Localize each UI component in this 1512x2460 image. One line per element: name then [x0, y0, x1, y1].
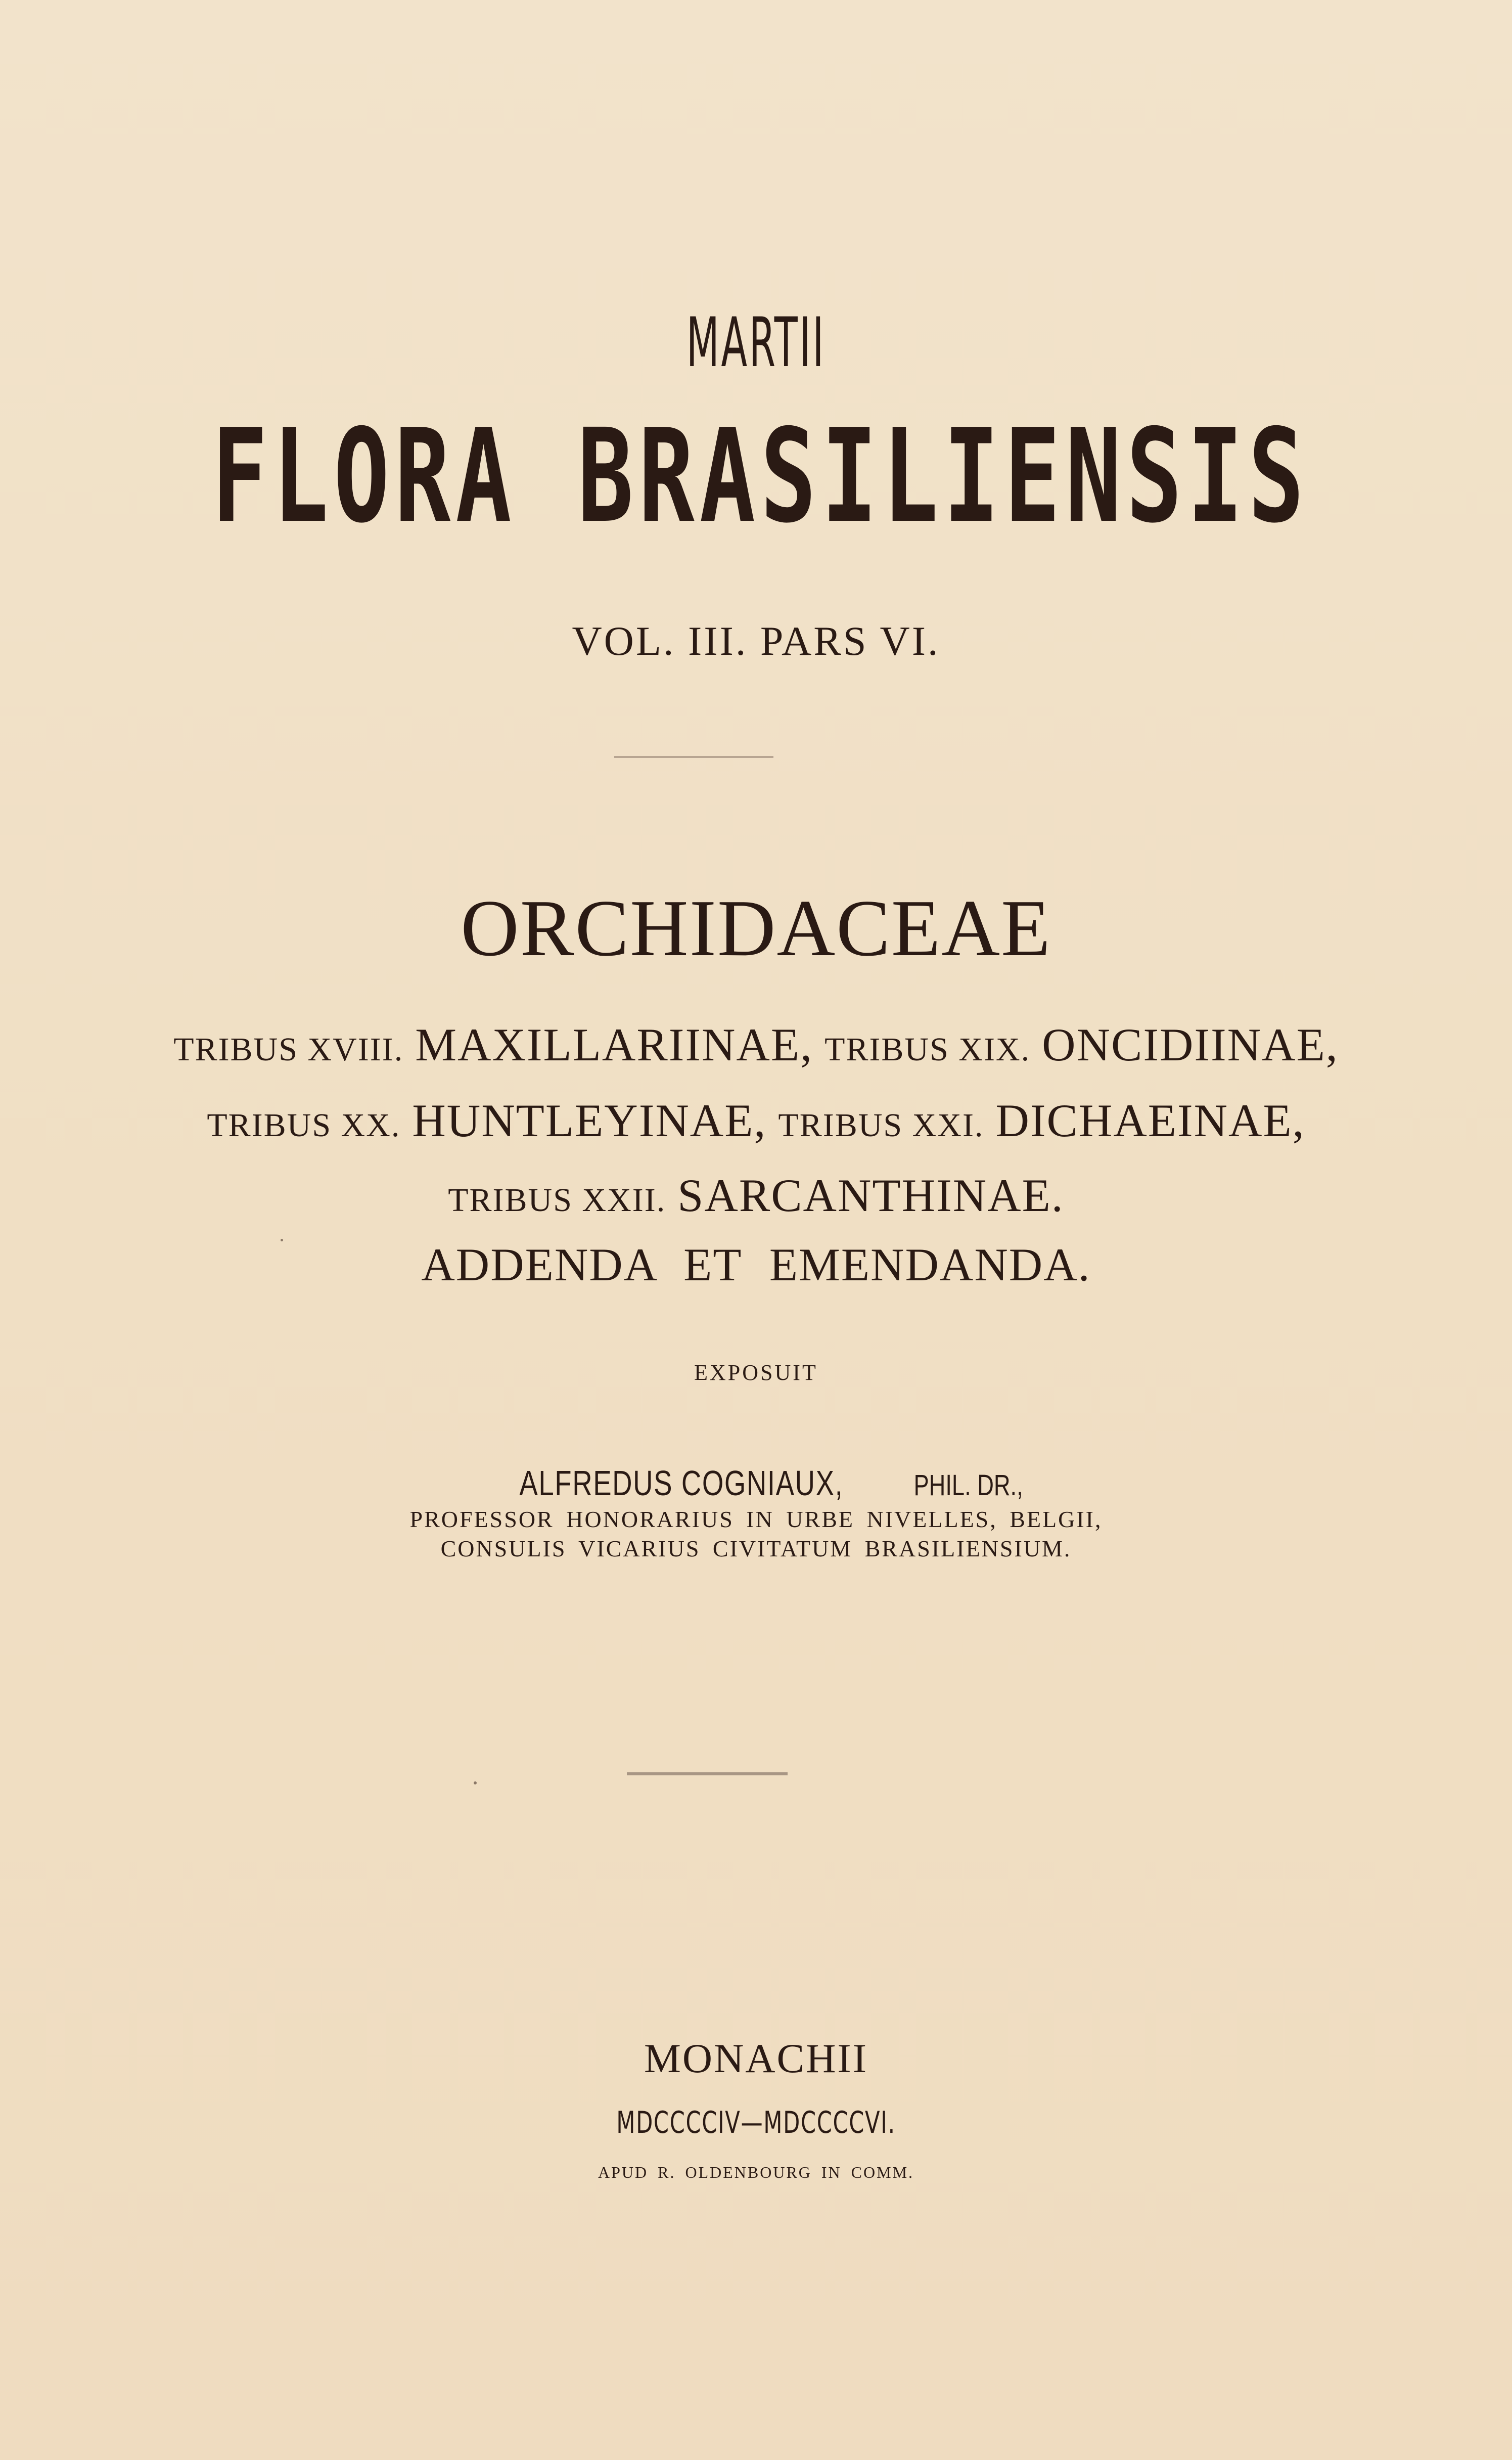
author-line-2: PROFESSOR HONORARIUS IN URBE NIVELLES, BELGII,: [409, 1506, 1103, 1532]
tribus-name: MAXILLARIINAE,: [415, 1019, 813, 1070]
addenda-line: ADDENDA ET EMENDANDA.: [421, 1239, 1091, 1290]
tribus-prefix: TRIBUS XXII.: [448, 1182, 666, 1219]
tribus-prefix: TRIBUS XX.: [207, 1107, 401, 1144]
main-title: FLORA BRASILIENSIS: [211, 401, 1309, 552]
volume-label: VOL. III. PARS VI.: [572, 618, 940, 664]
tribus-prefix: TRIBUS XXI.: [778, 1107, 984, 1144]
tribes-line-1: [0, 1021, 1512, 1068]
tribes-line-3: [0, 1172, 1512, 1219]
tribus-prefix: TRIBUS XVIII.: [173, 1031, 404, 1068]
tribus-name: ONCIDIINAE,: [1042, 1019, 1339, 1070]
place-name: MONACHII: [644, 2035, 868, 2081]
tribus-name: HUNTLEYINAE,: [412, 1095, 767, 1146]
years-line: MDCCCCIV—MDCCCCVI.: [616, 2105, 896, 2140]
top-divider: [614, 756, 773, 758]
publisher-line: APUD R. OLDENBOURG IN COMM.: [598, 2163, 914, 2181]
tribus-name: DICHAEINAE,: [995, 1095, 1305, 1146]
author-name: ALFREDUS COGNIAUX,: [519, 1463, 844, 1503]
author-genitive: MARTII: [686, 303, 826, 382]
tribus-prefix: TRIBUS XIX.: [824, 1031, 1031, 1068]
ink-speck: [474, 1781, 477, 1784]
author-line-1: [0, 1465, 1512, 1502]
exposuit-label: EXPOSUIT: [694, 1360, 818, 1385]
author-line-3: CONSULIS VICARIUS CIVITATUM BRASILIENSIUM.: [440, 1536, 1072, 1561]
author-degree: PHIL. DR.,: [913, 1469, 1023, 1502]
ink-speck: [281, 1239, 283, 1241]
bottom-divider: [627, 1772, 788, 1775]
tribes-line-2: [0, 1097, 1512, 1144]
tribus-name: SARCANTHINAE.: [677, 1170, 1064, 1221]
family-title: ORCHIDACEAE: [461, 883, 1051, 973]
